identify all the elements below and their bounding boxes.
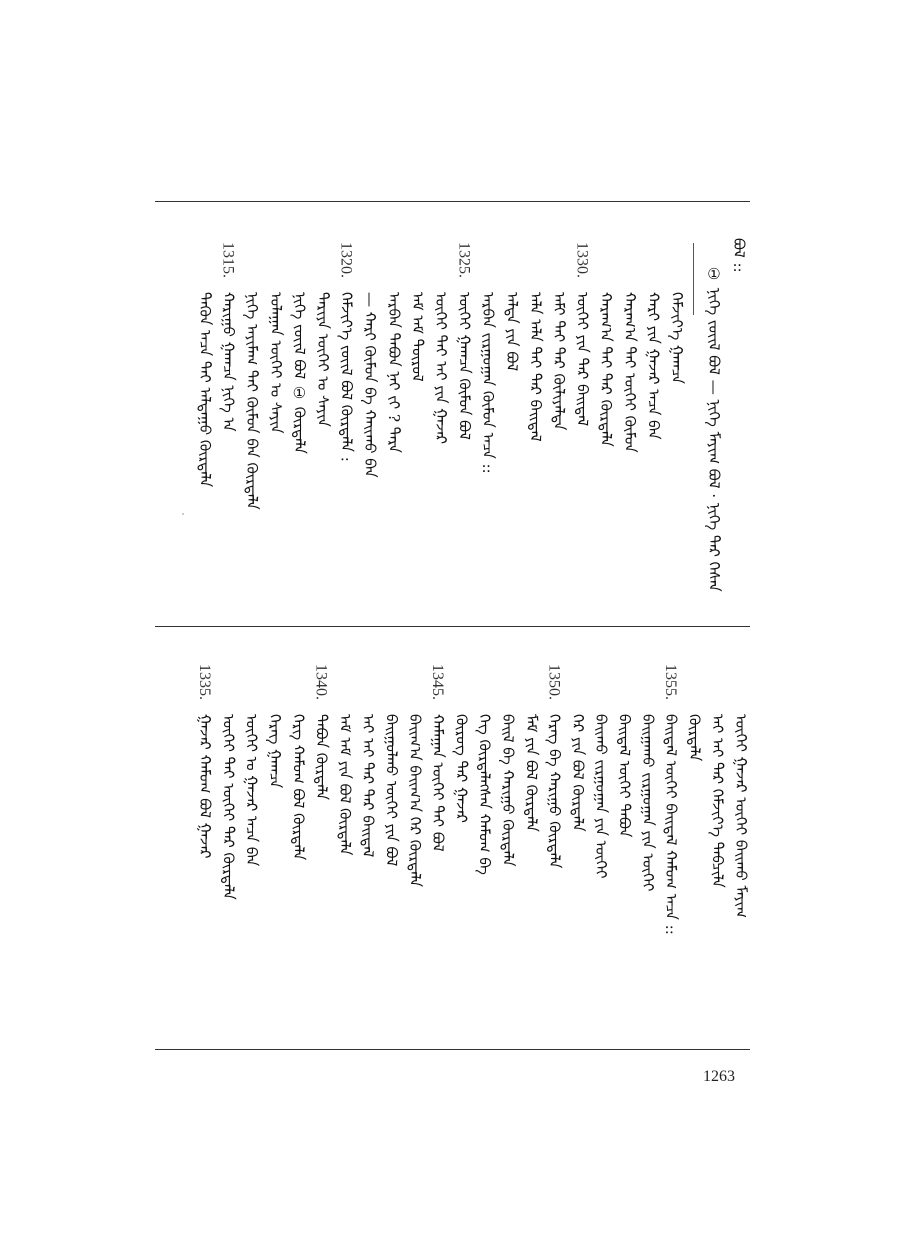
verse-line: ᠲᠠᠷᠢᠶᠠ ᠦᠭᠡᠶ ᠤ ᠰᠠᠶᠢᠨ [314, 292, 332, 427]
footnote-continuation: ᠪᠣᠯ :: [730, 238, 748, 273]
verse-line: ᠨᠢᠭᠡ ᠵᠦᠢᠯ ᠪᠣᠯ ① ᠬᠦᠷᠲᠡᠯᠡ [290, 292, 309, 454]
verse-line: ᠦᠭᠡᠢ ᠲᠡᠶ ᠦᠭᠡᠶ ᠲᠡᠷ ᠬᠦᠷᠲᠡᠯᠡ [219, 714, 238, 900]
verse-line: ᠠᠢ ᠠᠢ ᠲᠡᠷ ᠲᠡᠷ ᠪᠠᠢᠳᠠᠯ [359, 714, 378, 858]
verse-line: ᠤᠯᠠᠭᠠᠨ ᠦᠭᠡᠶ ᠤ ᠰᠠᠶᠢᠨ [266, 292, 285, 434]
verse-line: ᠦᠭᠡᠢ ᠭᠠᠵᠠᠷ ᠦᠭᠡᠢ ᠪᠠᠢᠬᠤ ᠮᠠᠶᠢᠭ [732, 714, 750, 918]
line-number: 1330. [573, 242, 591, 278]
verse-line: ᠦᠭᠡᠢ ᠭᠠᠭᠴᠠ ᠬᠦᠮᠦᠨ ᠪᠣᠯ [455, 292, 474, 440]
verse-line: ᠠᠮ ᠠᠮ ᠶᠢᠨ ᠪᠣᠯ ᠬᠦᠷᠲᠡᠯᠡ [335, 714, 354, 856]
verse-line: ᠬᠡᠷᠡᠭ ᠭᠠᠭᠴᠠ [266, 714, 284, 789]
line-number: 1340. [312, 664, 330, 700]
bottom-rule [155, 1049, 750, 1050]
verse-line: ᠠᠮ ᠠᠮ ᠲᠦᠷᠦᠯ [408, 292, 427, 382]
line-number: 1320. [337, 242, 355, 278]
line-number: 1325. [455, 242, 473, 278]
verse-line: ᠬᠠᠷᠢᠭᠤ ᠭᠠᠭᠴᠠ ᠨᠢᠭᠡ ᠠ [219, 292, 238, 432]
line-number: 1345. [429, 664, 447, 700]
verse-line: ᠬᠠᠷᠢ ᠶᠢᠨ ᠭᠠᠵᠠᠷ ᠠᠴᠠ ᠪᠡᠨ [644, 292, 663, 440]
footnote: ① ᠨᠢᠭᠡ ᠵᠦᠢᠯ ᠪᠣᠯ — ᠨᠢᠭᠡ ᠮᠠᠶᠢᠭ ᠪᠣᠯ · ᠨᠢᠭᠡ ᠲᠡᠷ ᠭᠡᠰᠡᠨ [705, 265, 723, 592]
verse-line: ᠬᠠᠷᠠᠭ᠎ᠠ ᠲᠡᠶ ᠦᠭᠡᠶ ᠬᠦᠮᠦᠨ [620, 292, 639, 453]
top-rule [155, 201, 750, 202]
verse-line: ᠠᠮᠢ ᠲᠡᠶ ᠲᠡᠷ ᠬᠦᠯᠢᠶᠡᠯᠲᠡ [550, 292, 568, 431]
line-number: 1335. [196, 664, 214, 700]
line-number: 1315. [219, 242, 237, 278]
verse-line: ᠠᠯᠳᠠ ᠶᠢᠨ ᠪᠣᠯ [502, 292, 521, 372]
verse-line: ᠪᠠᠢᠳᠠᠯ ᠦᠭᠡᠢ ᠲᠠᠪᠤᠨ [615, 714, 634, 838]
middle-rule [155, 626, 750, 627]
verse-line: ᠬᠠᠷᠠᠭ᠎ᠠ ᠲᠡᠶ ᠲᠡᠷ ᠬᠦᠷᠲᠡᠯᠡ [597, 292, 616, 447]
verse-line: ᠪᠠᠢᠭᠠᠬᠤ ᠵᠢᠷᠭᠤᠭᠠᠨ ᠶᠢᠨ ᠦᠭᠡᠶ [638, 714, 657, 892]
verse-line: ᠠᠢ ᠠᠢ ᠲᠡᠷ ᠬᠡᠮᠵᠢᠶ᠎ᠡ ᠲᠡᠪᠴᠢᠯᠡ [708, 714, 727, 888]
scan-speck [182, 513, 184, 515]
verse-line: ᠭᠠᠵᠠᠷ ᠬᠠᠮᠤᠭ ᠪᠣᠯ ᠭᠠᠵᠠᠷ [196, 714, 215, 859]
verse-line: ᠠᠷᠪᠠᠨ ᠲᠠᠪᠤᠨ ᠨᠠᠢ ᠵᠢ ? ᠳᠠᠷᠠ [384, 292, 403, 453]
verse-line: ᠬᠡᠭ ᠬᠦᠷᠲᠡᠯᠡᠭᠰᠡᠨ ᠬᠠᠮᠤᠭ ᠪᠠ [475, 714, 494, 875]
verse-line: ᠦᠭᠡᠢ ᠤ ᠭᠠᠵᠠᠷ ᠠᠴᠠ ᠪᠡᠨ [242, 714, 261, 867]
verse-line: ᠮᠠᠮ ᠶᠢᠨ ᠪᠣᠯ ᠬᠦᠷᠲᠡᠯᠡ [522, 714, 541, 832]
verse-line: ᠪᠠᠢᠬᠤ ᠵᠢᠷᠭᠤᠭᠠᠨ ᠶᠢᠨ ᠦᠭᠡᠢ [592, 714, 611, 879]
verse-line: ᠠᠷᠪᠠᠨ ᠵᠢᠷᠭᠤᠭᠠᠨ ᠬᠦᠮᠦᠨ ᠠᠴᠠ :: [479, 292, 498, 474]
page-number: 1263 [703, 1068, 735, 1085]
verse-line: ᠪᠠᠢᠳᠠᠯ ᠦᠭᠡᠢ ᠪᠠᠢᠳᠠᠯ ᠬᠠᠮᠤᠭ ᠠᠴᠠ :: [662, 714, 681, 935]
verse-line: — ᠬᠠᠷᠢ ᠬᠦᠮᠦᠨ ᠪᠠ ᠬᠠᠢᠬᠤ ᠪᠡᠨ [361, 292, 380, 478]
line-number: 1350. [545, 664, 563, 700]
verse-line: ᠦᠭᠡᠢ ᠶᠢᠨ ᠲᠡᠷ ᠪᠠᠢᠳᠠᠯ [573, 292, 592, 427]
verse-line: ᠬᠡᠮᠵᠢᠶ᠎ᠡ ᠭᠠᠭᠴᠠ [668, 292, 686, 384]
verse-line: ᠬᠡᠷᠭ ᠬᠠᠮᠤᠭ ᠪᠣᠯ ᠬᠦᠷᠲᠡᠯᠡ [289, 714, 308, 861]
verse-line: ᠲᠠᠪᠤᠨ ᠬᠦᠷᠲᠡᠯᠡ [312, 714, 331, 801]
verse-line: ᠲᠡᠭᠦᠨ ᠠᠴᠠ ᠲᠡᠶ ᠠᠯᠳᠠᠭᠤ ᠬᠦᠷᠲᠡᠯᠡ [196, 292, 214, 488]
verse-line: ᠬᠠᠮᠠᠭᠠᠨ ᠦᠭᠡᠶ ᠲᠡᠶ ᠪᠣᠯ [429, 714, 448, 852]
verse-line: ᠦᠭᠡᠢ ᠲᠡᠶ ᠠᠶ ᠶᠢᠨ ᠭᠠᠵᠠᠷ [432, 292, 450, 445]
footnote-separator [693, 243, 694, 315]
verse-line: ᠬᠦᠷᠲᠡᠯᠡ [685, 714, 704, 762]
verse-line: ᠬᠡᠮᠵᠢᠶ᠎ᠡ ᠵᠦᠢᠯ ᠪᠣᠯ ᠬᠦᠷᠲᠡᠯᠡ : [337, 292, 356, 462]
verse-line: ᠠᠯᠠ ᠠᠯᠠ ᠲᠡᠶ ᠲᠡᠷ ᠪᠠᠢᠳᠠᠯ [526, 292, 545, 442]
verse-line: ᠬᠦᠷᠦᠭ ᠲᠡᠷ ᠭᠠᠵᠠᠷ [452, 714, 471, 823]
verse-line: ᠪᠠᠢᠭᠤᠯᠬᠤ ᠦᠭᠡᠶ ᠶᠢᠨ ᠪᠣᠯ [382, 714, 401, 867]
verse-line: ᠪᠠᠢᠭ᠎ᠠ ᠪᠠᠢᠭ᠎ᠠ ᠬᠡᠷ ᠬᠦᠷᠲᠡᠯᠡ [405, 714, 424, 888]
line-number: 1355. [662, 664, 680, 700]
verse-line: ᠨᠢᠭᠡ ᠠᠶᠢᠮᠠᠭ ᠲᠡᠶ ᠬᠦᠮᠦᠨ ᠪᠠᠨ ᠬᠦᠷᠲᠡᠯᠡ [243, 292, 262, 510]
verse-line: ᠬᠡᠷ ᠶᠢᠨ ᠪᠣᠯ ᠬᠦᠷᠲᠡᠯᠡ [568, 714, 587, 832]
verse-line: ᠬᠡᠷᠡᠭ ᠪᠠ ᠬᠠᠷᠢᠭᠤ ᠬᠦᠷᠲᠡᠯᠡ [545, 714, 564, 869]
verse-line: ᠪᠠᠢᠯ ᠪᠠ ᠬᠠᠷᠢᠭᠤ ᠬᠦᠷᠲᠡᠯᠡ [499, 714, 517, 867]
